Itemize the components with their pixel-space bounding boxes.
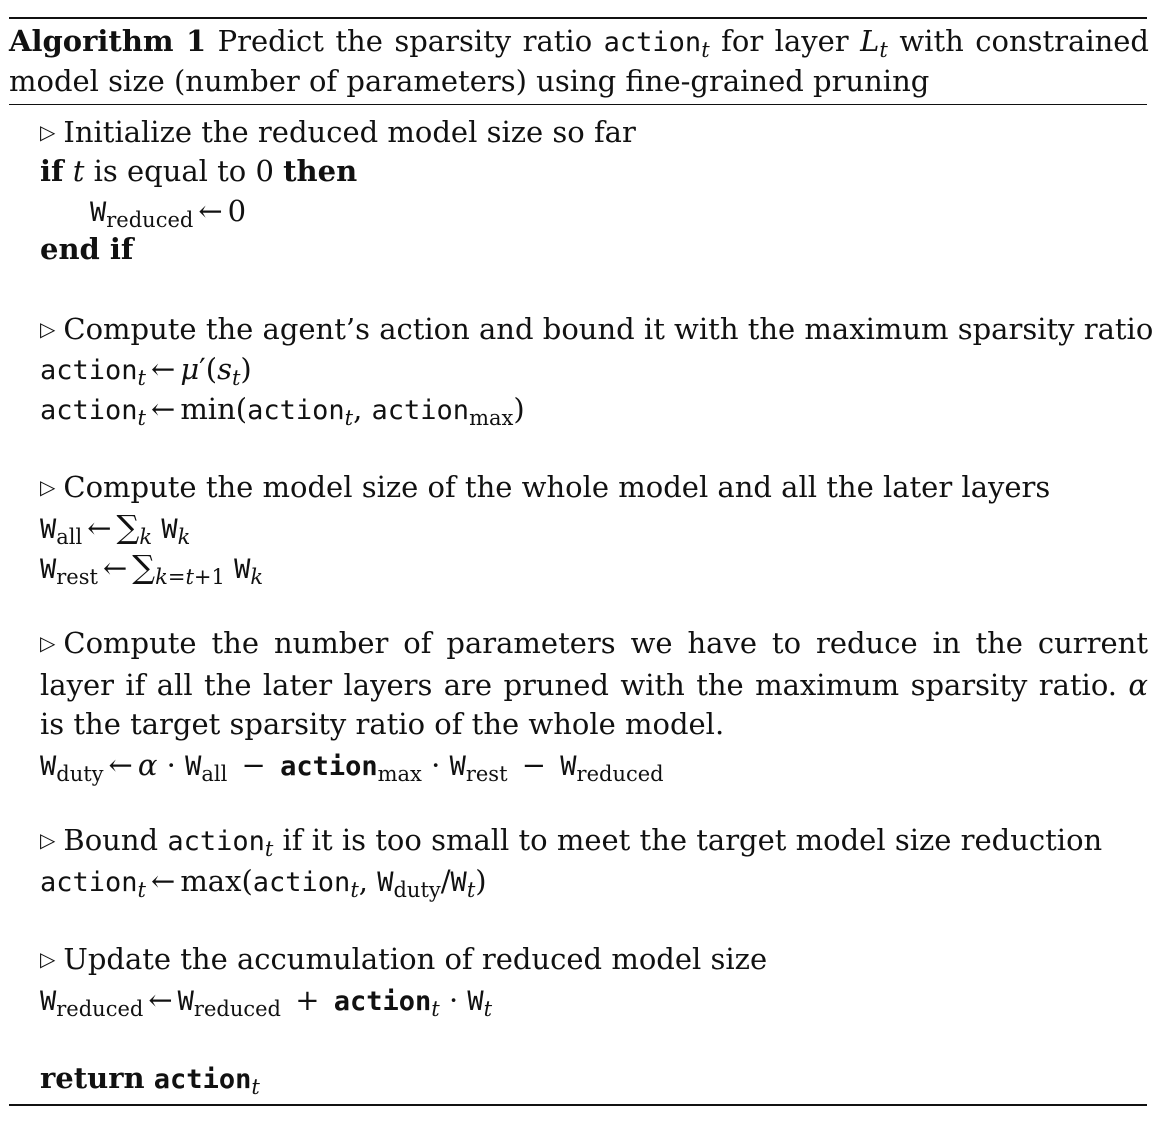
stmt-action-mu: action$_t$ ← $\mu'(s_t)$ [40,352,252,390]
comment-reduce: ▷ Compute the number of parameters we have to reduce in the current layer if all the later layers are pruned with the maximum sparsity ratio. α is the target sparsity ratio of the whole model. [40,626,1148,741]
stmt-w-reduced-update: $W_{reduced}$ ← $W_{reduced}$ + action$_t$ · $W_t$ [40,983,493,1021]
stmt-if: if t is equal to 0 then [40,154,358,188]
stmt-action-min: action$_t$ ← min(action$_t$, action$_{max}$) [40,392,525,430]
comment-action: ▷ Compute the agent’s action and bound it with the maximum sparsity ratio [40,312,1154,346]
comment-update: ▷ Update the accumulation of reduced model size [40,942,768,976]
comment-triangle-icon: ▷ [40,317,56,341]
stmt-end-if: end if [40,232,134,266]
stmt-return: return action$_t$ [40,1061,260,1099]
algorithm-caption: Algorithm 1 Predict the sparsity ratio action$_t$ for layer $L_t$ with constrained model size (number of parameters) using fine-grained pruning [9,24,1149,98]
comment-triangle-icon: ▷ [40,828,56,852]
stmt-w-reduced-init: $W_{reduced}$ ← 0 [90,194,247,232]
top-rule [9,17,1147,19]
stmt-w-all: $W_{all}$ ← $\sum_k$ $W_k$ [40,508,191,549]
comment-triangle-icon: ▷ [40,120,56,144]
stmt-w-rest: $W_{rest}$ ← $\sum_{k=t+1}$ $W_k$ [40,548,264,589]
comment-model-size: ▷ Compute the model size of the whole model and all the later layers [40,470,1051,504]
algorithm-label: Algorithm 1 [9,24,207,58]
stmt-action-max: action$_t$ ← max(action$_t$, $W_{duty}/W_t$) [40,864,487,902]
stmt-w-duty: $W_{duty}$ ← $\alpha \cdot W_{all}$ − action$_{max}$ · $W_{rest} - W_{reduced}$ [40,748,664,786]
bottom-rule [9,1104,1147,1106]
comment-triangle-icon: ▷ [40,631,56,655]
comment-triangle-icon: ▷ [40,475,56,499]
comment-triangle-icon: ▷ [40,947,56,971]
comment-bound: ▷ Bound action$_t$ if it is too small to meet the target model size reduction [40,823,1103,861]
caption-rule [9,104,1147,105]
comment-init: ▷ Initialize the reduced model size so far [40,115,636,149]
